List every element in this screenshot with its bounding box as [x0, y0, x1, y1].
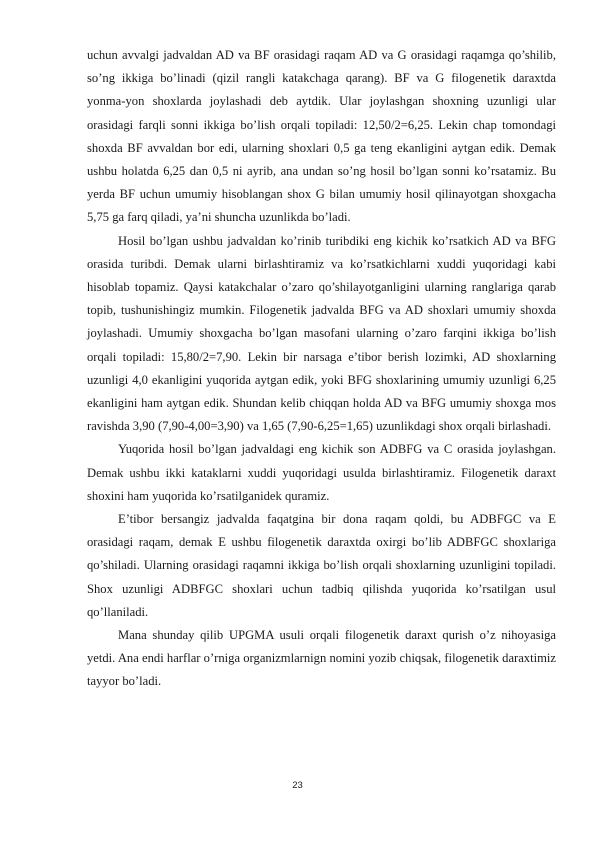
paragraph-4: E’tibor bersangiz jadvalda faqatgina bir dona raqam qoldi, bu ADBFGC va E orasidagi raqam, demak E ushbu filogenetik daraxtda oxirgi bo’lib ADBFGC shoxlariga qo’shiladi. Ularning orasidagi raqamni ikkiga bo’lish orqali shoxlarning uzunligini topiladi. Shox uzunligi ADBFGC shoxlari uchun tadbiq qilishda yuqorida ko’rsatilgan usul qo’llaniladi. [87, 512, 556, 619]
document-body [87, 44, 556, 694]
paragraph-5: Mana shunday qilib UPGMA usuli orqali filogenetik daraxt qurish o’z nihoyasiga yetdi. Ana endi harflar o’rniga organizmlarnign nomini yozib chiqsak, filogenetik daraxtimiz tayyor bo’ladi. [87, 628, 556, 689]
paragraph-1: uchun avvalgi jadvaldan AD va BF orasidagi raqam AD va G orasidagi raqamga qo’shilib, so’ng ikkiga bo’linadi (qizil rangli katakchaga qarang). BF va G filogenetik daraxtda yonma-yon shoxlarda joylashadi deb aytdik. Ular joylashgan shoxning uzunligi ular orasidagi farqli sonni ikkiga bo’lish orqali topiladi: 12,50/2=6,25. Lekin chap tomondagi shoxda BF avvaldan bor edi, ularning shoxlari 0,5 ga teng ekanligini aytgan edik. Demak ushbu holatda 6,25 dan 0,5 ni ayrib, ana undan so’ng hosil bo’lgan sonni ko’rsatamiz. Bu yerda BF uchun umumiy hisoblangan shox G bilan umumiy hosil qilinayotgan shoxgacha 5,75 ga farq qiladi, ya’ni shuncha uzunlikda bo’ladi. [87, 48, 556, 225]
paragraph-2: Hosil bo’lgan ushbu jadvaldan ko’rinib turibdiki eng kichik ko’rsatkich AD va BFG orasida turibdi. Demak ularni birlashtiramiz va ko’rsatkichlarni xuddi yuqoridagi kabi hisoblab topamiz. Qaysi katakchalar o’zaro qo’shilayotganligini ularning ranglariga qarab topib, tushunishingiz mumkin. Filogenetik jadvalda BFG va AD shoxlari umumiy shoxda joylashadi. Umumiy shoxgacha bo’lgan masofani ularning o’zaro farqini ikkiga bo’lish orqali topiladi: 15,80/2=7,90. Lekin bir narsaga e’tibor berish lozimki, AD shoxlarning uzunligi 4,0 ekanligini yuqorida aytgan edik, yoki BFG shoxlarining umumiy uzunligi 6,25 ekanligini ham aytgan edik. Shundan kelib chiqqan holda AD va BFG umumiy shoxga mos ravishda 3,90 (7,90-4,00=3,90) va 1,65 (7,90-6,25=1,65) uzunlikdagi shox orqali birlashadi. [87, 233, 556, 434]
page-number: 23 [292, 780, 303, 791]
paragraph-3: Yuqorida hosil bo’lgan jadvaldagi eng kichik son ADBFG va C orasida joylashgan. Demak ushbu ikki kataklarni xuddi yuqoridagi usulda birlashtiramiz. Filogenetik daraxt shoxini ham yuqorida ko’rsatilganidek quramiz. [87, 442, 556, 503]
